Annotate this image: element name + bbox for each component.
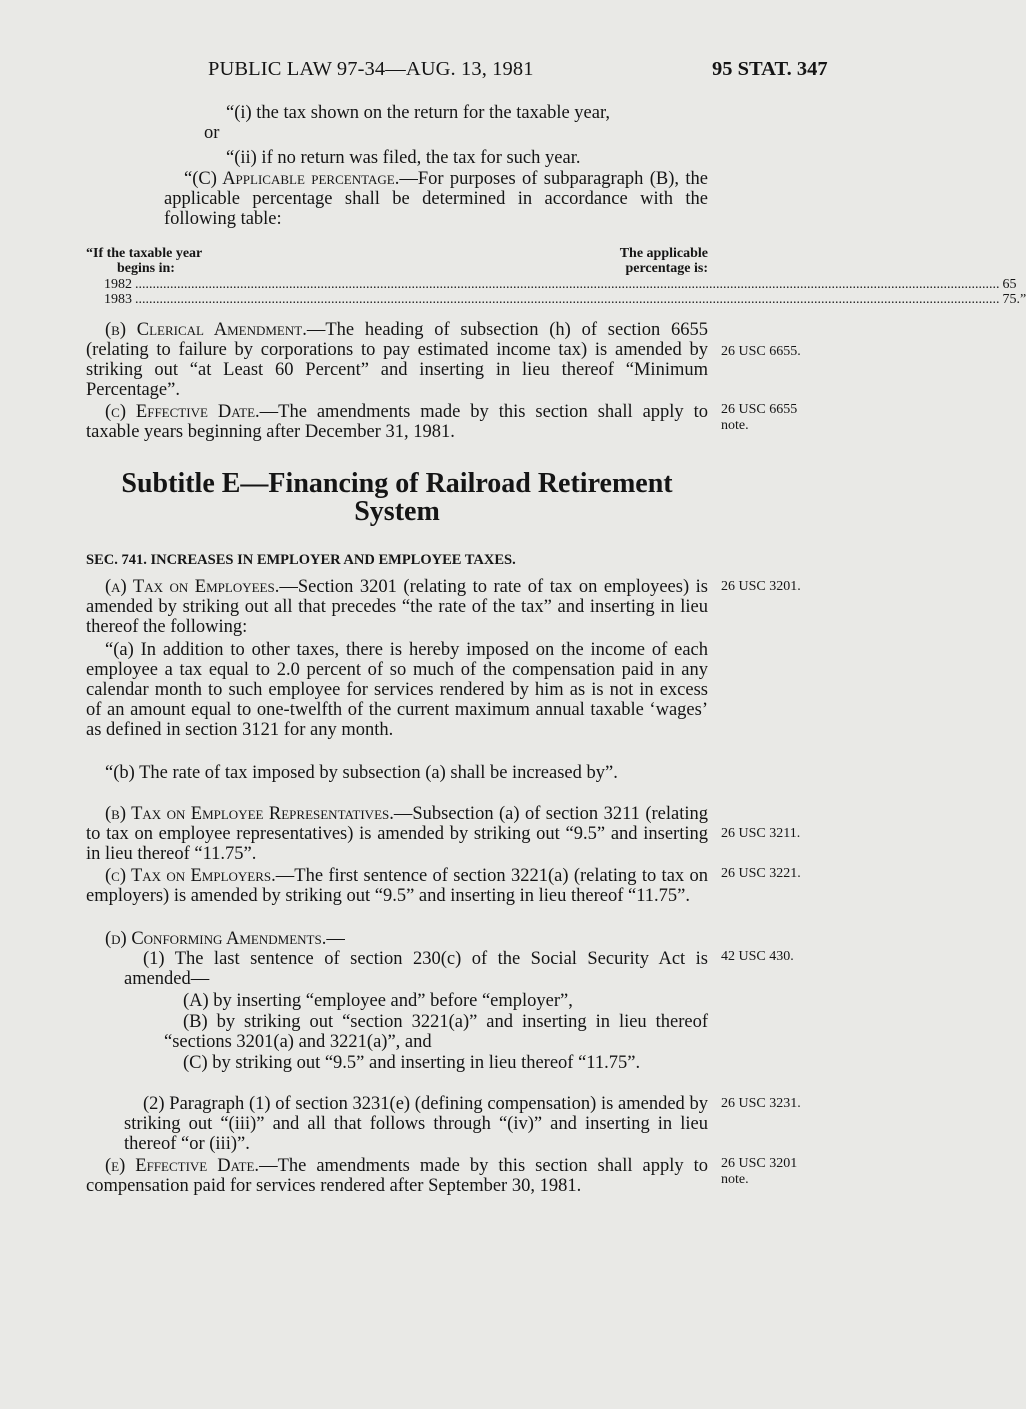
table-row — [104, 292, 1026, 307]
subtitle-line2: System — [354, 496, 440, 527]
clerical-amendment — [86, 320, 708, 400]
section-heading: SEC. 741. INCREASES IN EMPLOYER AND EMPLOYEE TAXES. — [86, 552, 516, 568]
margin-note-line1: 26 USC 3201 — [721, 1156, 798, 1171]
clause-i — [86, 103, 708, 143]
margin-note-line2: note. — [721, 418, 749, 433]
applicable-percentage-text: —For purposes of subparagraph (B), the applicable percentage shall be determined in accordance with the following table: — [164, 169, 709, 229]
table-row-leader: ....................................................................................................................................................................................................................................................... — [135, 277, 1000, 292]
effective-date-paragraph — [86, 402, 708, 442]
clerical-amendment-label: (b) Clerical Amendment. — [105, 320, 307, 340]
tax-on-employers — [86, 866, 708, 906]
conforming-item-1-c: (C) by striking out “9.5” and inserting in lieu thereof “11.75”. — [183, 1053, 641, 1073]
tax-on-employee-representatives-label: (b) Tax on Employee Representatives. — [105, 804, 394, 824]
clause-i-or: or — [204, 123, 220, 143]
margin-note-3201-note — [721, 1156, 841, 1188]
tax-on-employee-representatives — [86, 804, 708, 864]
quoted-subsection-b: “(b) The rate of tax imposed by subsection (a) shall be increased by”. — [105, 763, 618, 783]
clause-i-text: “(i) the tax shown on the return for the taxable year, — [226, 103, 611, 123]
table-col1-header-line1: “If the taxable year — [86, 246, 203, 261]
conforming-item-2: (2) Paragraph (1) of section 3231(e) (defining compensation) is amended by striking out “(iii)” and all that follows through “(iv)” and inserting in lieu thereof “or (iii)”. — [124, 1094, 708, 1154]
table-col2-header — [620, 246, 708, 276]
tax-on-employees — [86, 577, 708, 637]
margin-note-430: 42 USC 430. — [721, 949, 794, 964]
effective-date-label: (c) Effective Date. — [105, 402, 260, 422]
table-col2-header-line1: The applicable — [619, 246, 708, 261]
table-body — [86, 277, 1026, 307]
applicable-percentage-label: “(C) Applicable percentage. — [184, 169, 400, 189]
margin-note-3221: 26 USC 3221. — [721, 866, 801, 881]
margin-note-3211: 26 USC 3211. — [721, 826, 801, 841]
tax-on-employees-text: —Section 3201 (relating to rate of tax on employees) is amended by striking out all that precedes “the rate of the tax” and inserting in lieu thereof the following: — [86, 577, 708, 637]
tax-on-employers-text: —The first sentence of section 3221(a) (relating to tax on employers) is amended by striking out “9.5” and inserting in lieu thereof “11.75”. — [86, 866, 708, 906]
table-row-percentage: 65 — [1002, 277, 1017, 292]
conforming-item-1-a: (A) by inserting “employee and” before “employer”, — [183, 991, 573, 1011]
margin-note-line1: 26 USC 6655 — [721, 402, 798, 417]
clause-ii — [86, 148, 708, 168]
margin-note-line2: note. — [721, 1172, 749, 1187]
effective-date-compensation — [86, 1156, 708, 1196]
tax-on-employee-representatives-text: —Subsection (a) of section 3211 (relating to tax on employee representatives) is amended by striking out “9.5” and inserting in lieu thereof “11.75”. — [86, 804, 708, 864]
margin-note-6655-note — [721, 402, 841, 434]
effective-date-compensation-text: —The amendments made by this section shall apply to compensation paid for services rendered after September 30, 1981. — [86, 1156, 708, 1196]
quoted-subsection-a: “(a) In addition to other taxes, there is hereby imposed on the income of each employee a tax equal to 2.0 percent of so much of the compensation paid in any calendar month to such employee for services rendered by him as is not in excess of an amount equal to one-twelfth of the current maximum annual taxable ‘wages’ as defined in section 3121 for any month. — [86, 640, 708, 740]
table-row-leader: ....................................................................................................................................................................................................................................................... — [135, 292, 1000, 307]
clerical-amendment-text: —The heading of subsection (h) of section 6655 (relating to failure by corporations to pay estimated income tax) is amended by striking out “at Least 60 Percent” and inserting in lieu thereof “Minimum Percentage”. — [86, 320, 708, 400]
table-row-year: 1982 — [104, 277, 132, 292]
margin-note-6655: 26 USC 6655. — [721, 344, 801, 359]
effective-date-compensation-label: (e) Effective Date. — [105, 1156, 260, 1176]
effective-date-text: —The amendments made by this section shall apply to taxable years beginning after December 31, 1981. — [86, 402, 709, 442]
margin-note-3201: 26 USC 3201. — [721, 579, 801, 594]
subtitle-heading — [86, 470, 708, 526]
table-col1-header — [86, 246, 202, 276]
margin-note-3231: 26 USC 3231. — [721, 1096, 801, 1111]
conforming-amendments-dash: — — [326, 929, 345, 949]
conforming-item-1-b: (B) by striking out “section 3221(a)” and inserting in lieu thereof “sections 3201(a) and 3221(a)”, and — [164, 1012, 708, 1052]
applicable-percentage-paragraph — [86, 169, 708, 229]
table-row-year: 1983 — [104, 292, 132, 307]
page-header-title: PUBLIC LAW 97-34—AUG. 13, 1981 — [208, 58, 534, 80]
tax-on-employers-label: (c) Tax on Employers. — [105, 866, 276, 886]
table-header — [86, 246, 708, 276]
tax-on-employees-label: (a) Tax on Employees. — [105, 577, 280, 597]
conforming-amendments-label: (d) Conforming Amendments. — [105, 929, 327, 949]
conforming-amendments-heading — [86, 929, 708, 949]
table-col2-header-line2: percentage is: — [625, 261, 708, 276]
page-header-stat-ref: 95 STAT. 347 — [712, 58, 828, 80]
table-row — [104, 277, 1017, 292]
table-col1-header-line2: begins in: — [117, 261, 175, 276]
table-row-percentage: 75.” — [1002, 292, 1026, 307]
conforming-item-1: (1) The last sentence of section 230(c) of the Social Security Act is amended— — [124, 949, 708, 989]
clause-ii-text: “(ii) if no return was filed, the tax for such year. — [226, 148, 581, 168]
subtitle-line1: Subtitle E—Financing of Railroad Retirement — [121, 468, 673, 499]
percentage-table — [86, 246, 1026, 307]
